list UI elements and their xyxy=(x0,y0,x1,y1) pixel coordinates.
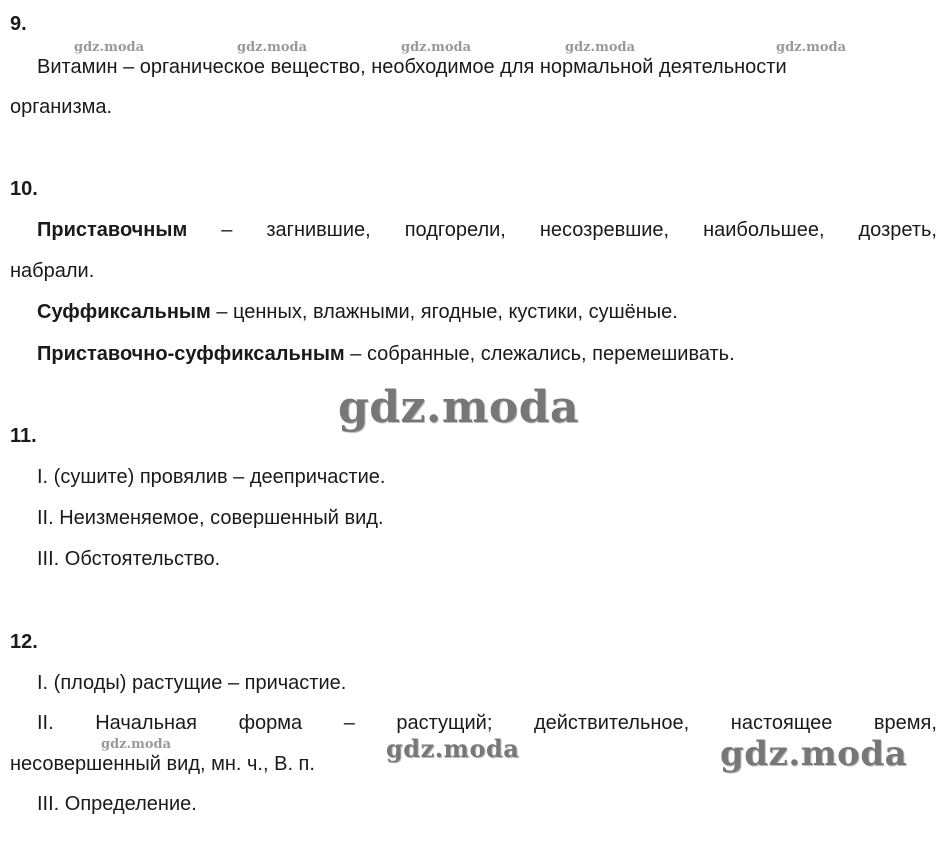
s11-item-i: I. (сушите) провялив – деепричастие. xyxy=(37,466,386,488)
s11-item-iii: III. Обстоятельство. xyxy=(37,548,221,570)
word: настоящее xyxy=(730,712,833,734)
s12-item-ii-line-1 xyxy=(37,712,937,735)
word: время, xyxy=(873,712,937,734)
watermark: gdz.moda xyxy=(74,40,145,55)
watermark-large-right: gdz.moda xyxy=(720,734,908,774)
s12-item-ii-line-2: несовершенный вид, мн. ч., В. п. xyxy=(10,753,315,775)
s10-pristavochnym-line-2: набрали. xyxy=(10,260,95,282)
pristavochnym-label: Приставочным xyxy=(37,219,188,241)
s9-text-line-2: организма. xyxy=(10,96,113,118)
word: действительное, xyxy=(533,712,690,734)
word: подгорели, xyxy=(404,219,506,241)
word: форма xyxy=(238,712,303,734)
s12-item-iii: III. Определение. xyxy=(37,793,197,815)
watermark: gdz.moda xyxy=(101,737,172,752)
s10-suffiksalnym-line xyxy=(37,301,678,324)
s10-pristavochnym-line-1 xyxy=(37,219,937,242)
s12-item-i: I. (плоды) растущие – причастие. xyxy=(37,672,347,694)
section-number-12: 12. xyxy=(10,631,38,653)
pristav-suff-label: Приставочно-суффиксальным xyxy=(37,343,345,365)
s11-item-ii: II. Неизменяемое, совершенный вид. xyxy=(37,507,384,529)
word: несозревшие, xyxy=(539,219,670,241)
suffiksalnym-text: – ценных, влажными, ягодные, кустики, сушёные. xyxy=(210,301,678,323)
suffiksalnym-label: Суффиксальным xyxy=(37,301,211,323)
word: наибольшее, xyxy=(703,219,825,241)
watermark: gdz.moda xyxy=(401,40,472,55)
s10-pristav-suff-line xyxy=(37,343,735,366)
word: Начальная xyxy=(95,712,197,734)
pristav-suff-text: – собранные, слежались, перемешивать. xyxy=(344,343,735,365)
word: растущий; xyxy=(396,712,493,734)
word: II. xyxy=(37,712,54,734)
word: – xyxy=(221,219,233,241)
word: загнившие, xyxy=(266,219,371,241)
watermark: gdz.moda xyxy=(776,40,847,55)
s9-text-line-1: Витамин – органическое вещество, необходимое для нормальной деятельности xyxy=(37,56,787,78)
watermark-medium: gdz.moda xyxy=(386,734,520,763)
word: дозреть, xyxy=(858,219,937,241)
word: – xyxy=(343,712,355,734)
watermark: gdz.moda xyxy=(237,40,308,55)
section-number-11: 11. xyxy=(10,425,37,447)
section-number-9: 9. xyxy=(10,13,27,35)
watermark-large: gdz.moda xyxy=(338,382,580,433)
section-number-10: 10. xyxy=(10,178,38,200)
watermark: gdz.moda xyxy=(565,40,636,55)
